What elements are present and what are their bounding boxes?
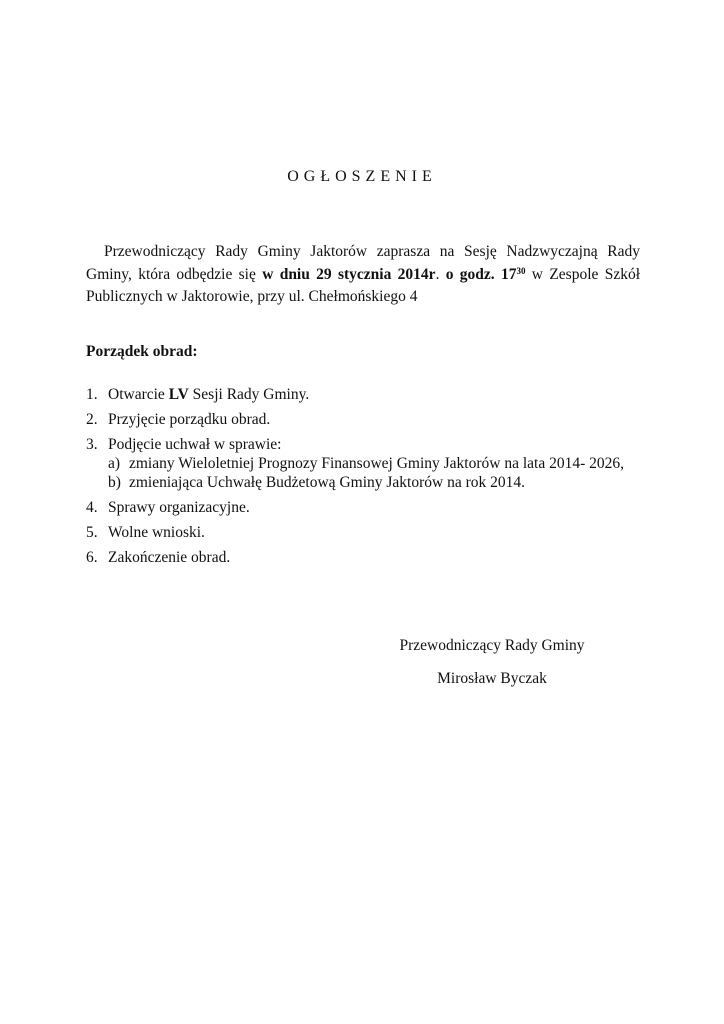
agenda-item-text: Zakończenie obrad.: [108, 549, 231, 566]
agenda-subitem-letter: a): [108, 455, 121, 472]
agenda-item-number: 5.: [86, 524, 98, 541]
agenda-item-2: [86, 410, 646, 429]
agenda-item-text: Sprawy organizacyjne.: [108, 499, 250, 516]
intro-text-part1: Przewodniczący Rady Gminy Jaktorów zaprasza na Sesję Nadzwyczajną Rady Gminy, która odbędzie się: [86, 243, 640, 283]
agenda-item-text: Wolne wnioski.: [108, 524, 205, 541]
agenda-item-text-end: Sesji Rady Gminy.: [188, 386, 310, 403]
signature-block: [390, 629, 594, 695]
agenda-item-6: [86, 548, 646, 567]
agenda-item-text: Otwarcie: [108, 386, 169, 403]
intro-time-minutes: 30: [516, 265, 526, 276]
agenda-item-session-number: LV: [168, 386, 189, 403]
agenda-list: [86, 385, 646, 573]
intro-date: w dniu 29 stycznia 2014r: [262, 265, 436, 283]
signature-name: Mirosław Byczak: [437, 670, 547, 687]
agenda-sublist: [108, 454, 646, 492]
agenda-item-number: 4.: [86, 499, 98, 516]
agenda-subitem-b: [108, 473, 646, 492]
intro-text-part2: .: [435, 265, 446, 283]
agenda-item-1: [86, 385, 646, 404]
agenda-item-number: 6.: [86, 549, 98, 566]
agenda-subitem-a: [108, 454, 646, 473]
intro-time-hour: o godz. 17: [445, 265, 517, 283]
agenda-item-text: Podjęcie uchwał w sprawie:: [108, 436, 282, 453]
agenda-subitem-text: zmieniająca Uchwałę Budżetową Gminy Jaktorów na rok 2014.: [129, 474, 525, 491]
signature-role: Przewodniczący Rady Gminy: [399, 637, 585, 654]
agenda-item-number: 1.: [86, 386, 98, 403]
agenda-item-text: Przyjęcie porządku obrad.: [108, 411, 271, 428]
agenda-item-number: 2.: [86, 411, 98, 428]
intro-time: [446, 266, 526, 283]
agenda-heading: Porządek obrad:: [86, 343, 198, 360]
agenda-subitem-text: zmiany Wieloletniej Prognozy Finansowej Gminy Jaktorów na lata 2014- 2026,: [129, 455, 625, 472]
agenda-item-number: 3.: [86, 436, 98, 453]
agenda-subitem-letter: b): [108, 474, 121, 491]
agenda-item-5: [86, 523, 646, 542]
agenda-item-4: [86, 498, 646, 517]
document-title: OGŁOSZENIE: [287, 168, 437, 185]
intro-text-part3: w Zespole Szkół Publicznych w Jaktorowie, przy ul. Chełmońskiego 4: [86, 265, 640, 305]
intro-paragraph: [86, 241, 640, 309]
agenda-item-3: [86, 435, 646, 492]
